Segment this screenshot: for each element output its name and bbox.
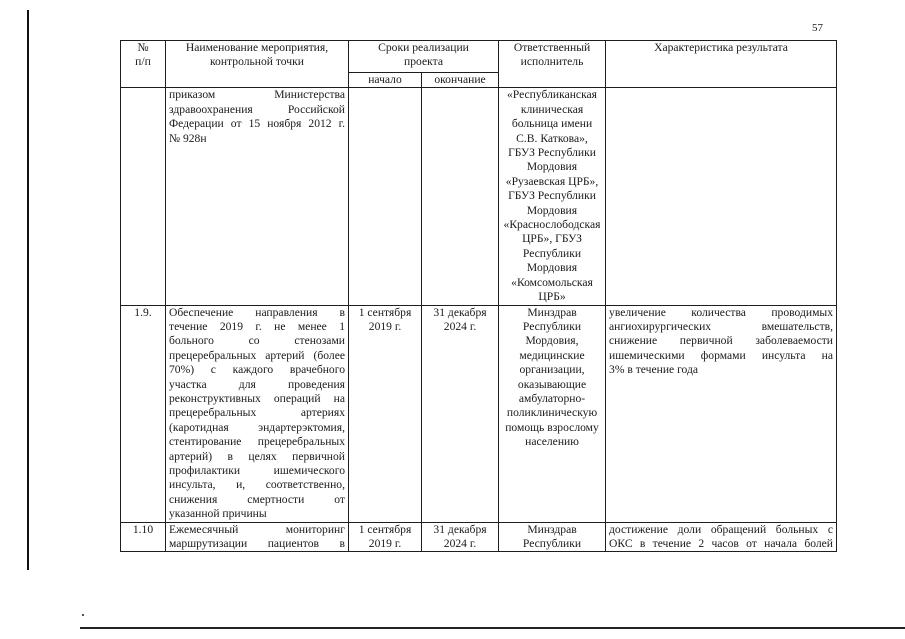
start-date-cell: 1 сентября 2019 г. [349, 522, 422, 552]
start-date-cell [349, 88, 422, 305]
header-result: Характеристика результата [606, 41, 837, 88]
header-name: Наименование мероприятия, контрольной точки [166, 41, 349, 88]
responsible-cell: «Республиканская клиническая больница имени С.В. Каткова», ГБУЗ Республики Мордовия «Рузаевская ЦРБ», ГБУЗ Республики Мордовия «Краснослободская ЦРБ», ГБУЗ Республики Мордовия «Комсомольская ЦРБ» [499, 88, 606, 305]
responsible-cell: Минздрав Республики Мордовия, медицинские организации, оказывающие амбулаторно- поликлиническую помощь взрослому населению [499, 305, 606, 522]
responsible-cell: Минздрав Республики [499, 522, 606, 552]
row-number-cell [121, 88, 166, 305]
header-start: начало [349, 73, 422, 88]
measures-table [120, 40, 837, 552]
table-row [121, 522, 837, 552]
start-date-cell: 1 сентября 2019 г. [349, 305, 422, 522]
table-row [121, 88, 837, 305]
header-responsible: Ответственный исполнитель [499, 41, 606, 88]
result-cell [606, 88, 837, 305]
scan-mark [82, 614, 84, 616]
page-number: 57 [812, 22, 823, 34]
result-cell: достижение доли обращений больных с ОКС в течение 2 часов от начала болей [606, 522, 837, 552]
measure-name-cell: Обеспечение направления в течение 2019 г. не менее 1 больного со стенозами прецеребральных артерий (более 70%) с каждого врачебного участка для проведения реконструктивных операций на прецеребральных артериях (каротидная эндартерэктомия, стентирование прецеребральных артерий) в целях первичной профилактики ишемического инсульта, и, соответственно, снижения смертности от указанной причины [166, 305, 349, 522]
header-number: № п/п [121, 41, 166, 88]
header-end: окончание [422, 73, 499, 88]
end-date-cell [422, 88, 499, 305]
result-cell: увеличение количества проводимых ангиохирургических вмешательств, снижение первичной заболеваемости ишемическими формами инсульта на 3% в течение года [606, 305, 837, 522]
row-number-cell: 1.9. [121, 305, 166, 522]
row-number-cell: 1.10 [121, 522, 166, 552]
end-date-cell: 31 декабря 2024 г. [422, 305, 499, 522]
scan-left-edge-bar [27, 10, 29, 570]
header-terms: Сроки реализации проекта [349, 41, 499, 73]
table-row [121, 305, 837, 522]
end-date-cell: 31 декабря 2024 г. [422, 522, 499, 552]
measure-name-cell: Ежемесячный мониторинг маршрутизации пациентов в [166, 522, 349, 552]
measure-name-cell: приказом Министерства здравоохранения Российской Федерации от 15 ноября 2012 г. № 928н [166, 88, 349, 305]
scan-bottom-rule [80, 627, 905, 629]
